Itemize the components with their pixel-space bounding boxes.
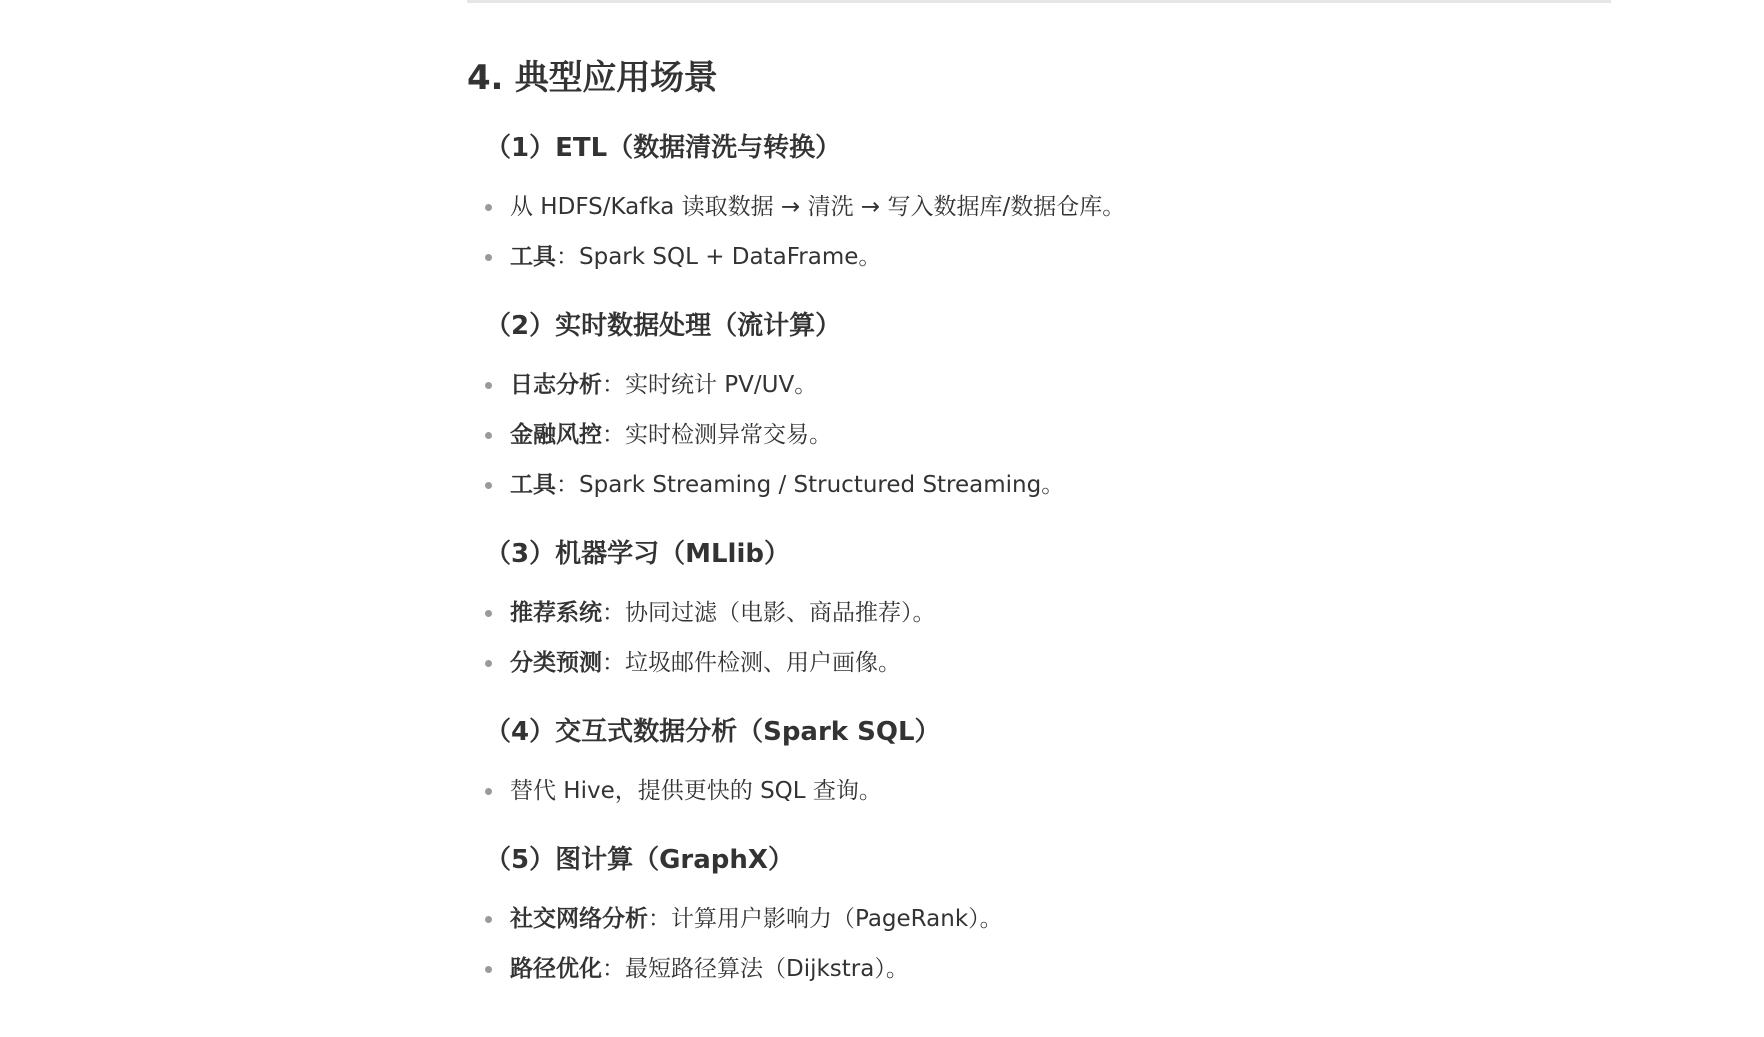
list-item (510, 460, 1611, 510)
subsection-title: （3）机器学习（MLlib） (485, 539, 790, 569)
list-item-text: 计算用户影响力（PageRank）。 (671, 906, 1003, 932)
list-item-text: 从 HDFS/Kafka 读取数据 → 清洗 → 写入数据库/数据仓库。 (510, 194, 1126, 220)
list-item (510, 944, 1611, 994)
list-item-label: 金融风控 (510, 422, 602, 448)
document-content (467, 54, 1611, 994)
section-etl (467, 126, 1611, 282)
horizontal-divider (467, 0, 1611, 3)
list-item-text: 垃圾邮件检测、用户画像。 (625, 650, 901, 676)
list-item-label: 工具 (510, 472, 556, 498)
list-item-label: 路径优化 (510, 956, 602, 982)
colon-separator: ： (602, 422, 625, 448)
list-item-text: Spark Streaming / Structured Streaming。 (579, 472, 1065, 498)
bullet-list (467, 182, 1611, 282)
subsection-title: （1）ETL（数据清洗与转换） (485, 133, 842, 163)
bullet-list (467, 360, 1611, 510)
colon-separator: ： (556, 244, 579, 270)
list-item-label: 工具 (510, 244, 556, 270)
list-item-text: 最短路径算法（Dijkstra）。 (625, 956, 909, 982)
list-item (510, 360, 1611, 410)
list-item-label: 社交网络分析 (510, 906, 648, 932)
list-item-label: 日志分析 (510, 372, 602, 398)
subsection-title: （2）实时数据处理（流计算） (485, 311, 842, 341)
list-item (510, 894, 1611, 944)
list-item (510, 638, 1611, 688)
colon-separator: ： (602, 600, 625, 626)
list-item-label: 推荐系统 (510, 600, 602, 626)
colon-separator: ： (602, 956, 625, 982)
list-item-label: 分类预测 (510, 650, 602, 676)
subsection-title: （5）图计算（GraphX） (485, 845, 794, 875)
colon-separator: ： (602, 650, 625, 676)
section-mllib (467, 532, 1611, 688)
section-heading: 4. 典型应用场景 (467, 58, 718, 98)
list-item (510, 232, 1611, 282)
list-item (510, 182, 1611, 232)
subsection-title: （4）交互式数据分析（Spark SQL） (485, 717, 941, 747)
colon-separator: ： (556, 472, 579, 498)
list-item-text: 实时统计 PV/UV。 (625, 372, 818, 398)
colon-separator: ： (602, 372, 625, 398)
list-item (510, 766, 1611, 816)
colon-separator: ： (648, 906, 671, 932)
list-item-text: 替代 Hive，提供更快的 SQL 查询。 (510, 778, 882, 804)
list-item-text: 协同过滤（电影、商品推荐）。 (625, 600, 936, 626)
section-streaming (467, 304, 1611, 510)
list-item (510, 410, 1611, 460)
section-spark-sql (467, 710, 1611, 816)
bullet-list (467, 894, 1611, 994)
list-item (510, 588, 1611, 638)
list-item-text: Spark SQL + DataFrame。 (579, 244, 882, 270)
list-item-text: 实时检测异常交易。 (625, 422, 832, 448)
section-graphx (467, 838, 1611, 994)
bullet-list (467, 588, 1611, 688)
bullet-list (467, 766, 1611, 816)
